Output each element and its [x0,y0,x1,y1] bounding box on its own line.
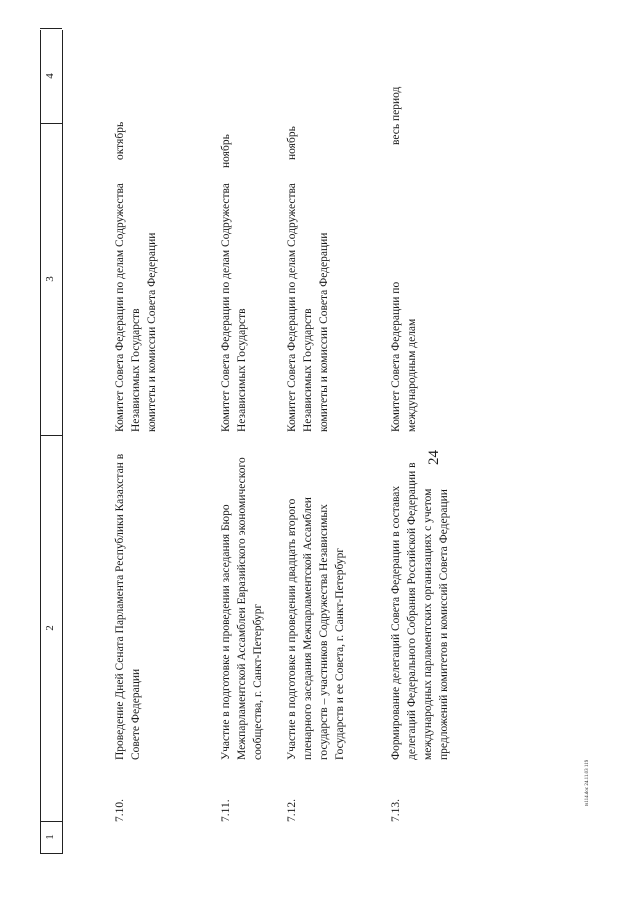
row-event: Формирование делегаций Совета Федерации в составах делегаций Федерального Собрания Российской Федерации в международных парламентских организациях с учетом предложений комитетов и комиссий Совета Федерации [390,462,450,760]
row-responsible: Комитет Совета Федерации по международным делам [390,281,418,432]
column-header-1: 1 [40,821,62,854]
row-term: весь период [390,86,402,145]
footer-file-stamp: ts114.doc 24.11.03 119 [585,759,590,806]
row-term: октябрь [114,121,126,160]
row-number: 7.12. [286,799,298,822]
row-event: Проведение Дней Сената Парламента Республики Казахстан в Совете Федерации [114,453,142,760]
row-event: Участие в подготовке и проведении заседания Бюро Межпарламентской Ассамблеи Евразийского экономического сообщества, г. Санкт-Петербург [220,457,264,760]
row-responsible: Комитет Совета Федерации по делам Содружества Независимых Государств [220,183,248,432]
row-event: Участие в подготовке и проведении двадцать второго пленарного заседания Межпарламентской Ассамблеи государств – участников Содружества Независимых Государств и ее Совета, г. Санкт-Петербург [286,497,346,760]
column-header-4: 4 [40,28,62,124]
column-header-3: 3 [40,123,62,436]
row-number: 7.13. [390,799,402,822]
row-term: ноябрь [220,134,232,168]
row-term: ноябрь [286,126,298,160]
page-number: 24 [426,450,442,465]
table-header-border [62,30,63,854]
row-number: 7.10. [114,799,126,822]
row-responsible: Комитет Совета Федерации по делам Содружества Независимых Государств комитеты и комиссии Совета Федерации [114,183,158,432]
row-responsible: Комитет Совета Федерации по делам Содружества Независимых Государств комитеты и комиссии Совета Федерации [286,183,330,432]
column-header-2: 2 [40,435,62,822]
row-number: 7.11. [220,799,232,822]
